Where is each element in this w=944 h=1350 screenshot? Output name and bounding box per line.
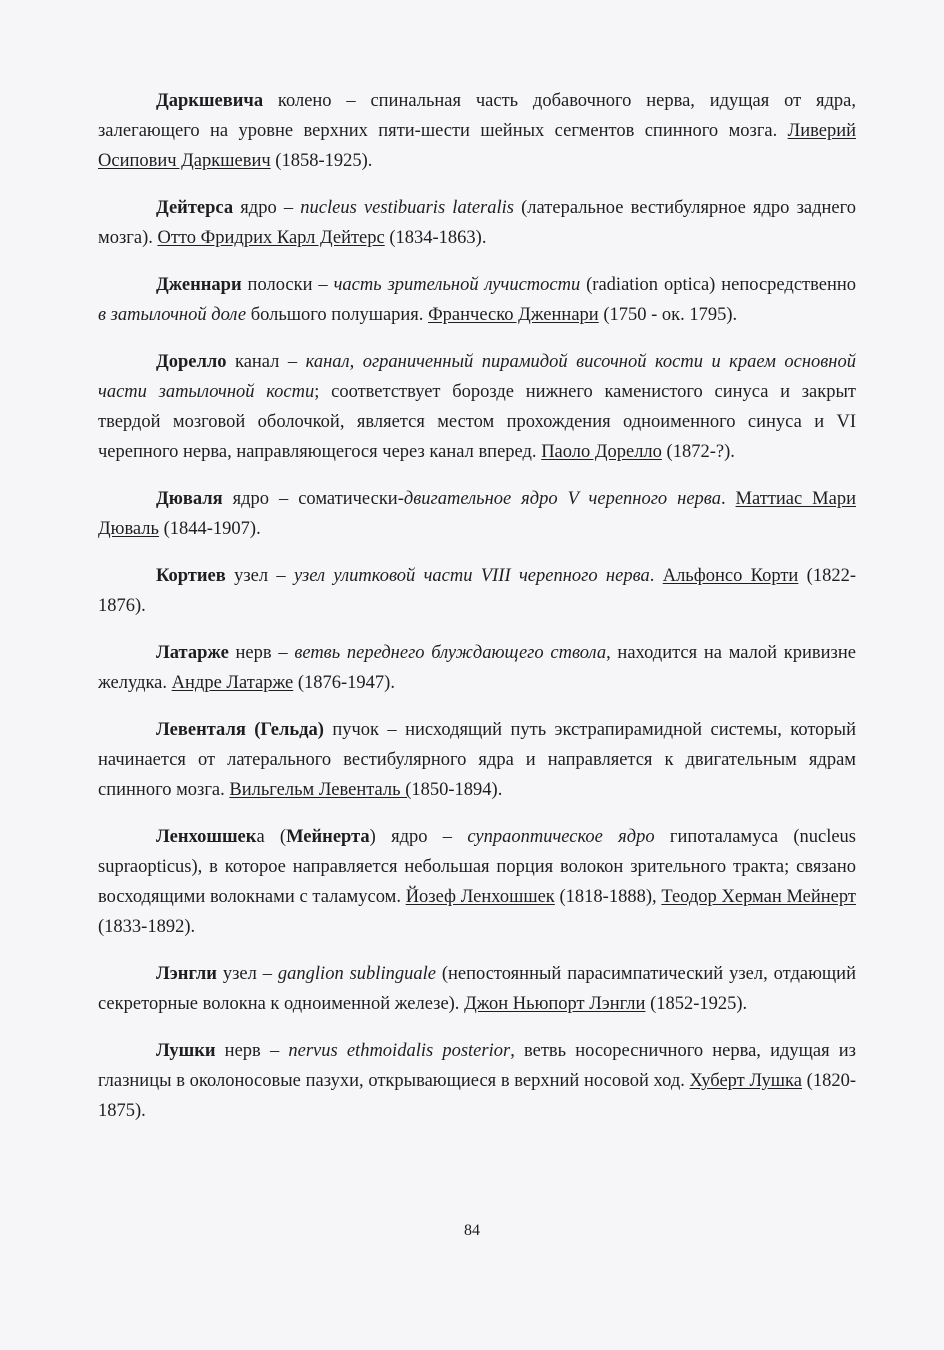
entry-person-name: Альфонсо Корти — [662, 566, 799, 586]
entry-term: Дейтерса — [156, 198, 234, 218]
entry-text: большого полушария. — [246, 305, 429, 325]
entry-person-name: Маттиас Мари Дюваль — [98, 489, 856, 539]
entry-text: (1822-1876). — [98, 566, 857, 616]
entry-latin-or-definition: ветвь переднего блуждающего ствола — [294, 643, 607, 663]
entry-text: (1858-1925). — [270, 151, 373, 171]
entry-person-name: Йозеф Ленхошшек — [405, 887, 555, 907]
entry-person-name: Теодор Херман Мейнерт — [661, 887, 856, 907]
entry-latin-or-definition: ganglion sublinguale — [277, 964, 436, 984]
entry-text: ядро – — [233, 198, 301, 218]
entry-text: 1850-1894). — [411, 780, 503, 800]
entry-text: ядро – соматически- — [222, 489, 404, 509]
entry-term: Кортиев — [156, 566, 226, 586]
entry-latin-or-definition: канал, ограниченный пирамидой височной кости и краем основной части затылочной кости — [98, 352, 856, 402]
entry-text: нерв – — [228, 643, 295, 663]
entry-text: , находится на малой кривизне желудка. — [98, 643, 856, 693]
entry-term: Лушки — [156, 1041, 216, 1061]
entry-term: Левенталя (Гельда) — [156, 720, 324, 740]
entry-text: . — [720, 489, 736, 509]
entry-text: гипоталамуса (nucleus supraopticus), в которое направляется небольшая порция волокон зрительного тракта; связано восходящими волокнами с таламусом. — [98, 827, 856, 907]
entry-text: нерв – — [215, 1041, 289, 1061]
entries-list — [98, 86, 856, 1126]
entry-text: полоски – — [241, 275, 334, 295]
entry-person-name: Франческо Дженнари — [428, 305, 599, 325]
entry-text: (1833-1892). — [98, 917, 196, 937]
entry-corti — [98, 561, 856, 621]
entry-langley — [98, 959, 856, 1019]
entry-term: Лэнгли — [156, 964, 217, 984]
entry-latin-or-definition: nervus ethmoidalis posterior — [288, 1041, 511, 1061]
entry-person-name: Вильгельм Левенталь ( — [229, 780, 412, 800]
entry-text: (1750 - ок. 1795). — [598, 305, 738, 325]
entry-person-name: Андре Латарже — [171, 673, 294, 693]
entry-luschka — [98, 1036, 856, 1126]
entry-latin-or-definition: часть зрительной лучистости — [333, 275, 581, 295]
entry-latin-or-definition: супраоптическое ядро — [467, 827, 655, 847]
entry-term: Дженнари — [156, 275, 242, 295]
entry-text: (radiation optica) непосредственно — [580, 275, 857, 295]
entry-text: пучок – нисходящий путь экстрапирамидной системы, который начинается от латерального вестибулярного ядра и направляется к двигательным ядрам спинного мозга. — [98, 720, 856, 800]
page-number: 84 — [464, 1222, 480, 1239]
entry-latin-or-definition: в затылочной доле — [98, 305, 247, 325]
entry-darkshevich — [98, 86, 856, 176]
entry-text: (1852-1925). — [645, 994, 748, 1014]
entry-text: (латеральное вестибулярное ядро заднего мозга). — [98, 198, 856, 248]
entry-latin-or-definition: nucleus vestibuaris lateralis — [300, 198, 514, 218]
entry-latarjet — [98, 638, 856, 698]
entry-text: канал – — [226, 352, 306, 372]
entry-term: Мейнерта — [286, 827, 370, 847]
entry-text: (1820-1875). — [98, 1071, 856, 1121]
entry-latin-or-definition: узел улитковой части VIII черепного нерва — [294, 566, 650, 586]
entry-duval — [98, 484, 856, 544]
entry-text: (1876-1947). — [293, 673, 395, 693]
entry-person-name: Хуберт Лушка — [689, 1071, 802, 1091]
entry-term: Дорелло — [156, 352, 227, 372]
entry-text: ) ядро – — [369, 827, 468, 847]
entry-text: (непостоянный парасимпатический узел, отдающий секреторные волокна к одноименной железе). — [98, 964, 856, 1014]
entry-dorello — [98, 347, 856, 467]
entry-text: (1818-1888), — [554, 887, 662, 907]
entry-term: Ленхошшек — [156, 827, 257, 847]
entry-gennari — [98, 270, 856, 330]
entry-person-name: Паоло Дорелло — [541, 442, 662, 462]
entry-deiters — [98, 193, 856, 253]
entry-text: узел – — [225, 566, 295, 586]
entry-term: Дюваля — [156, 489, 223, 509]
entry-text: (1834-1863). — [384, 228, 487, 248]
entry-person-name: Джон Ньюпорт Лэнгли — [464, 994, 646, 1014]
entry-term: Даркшевича — [156, 91, 264, 111]
entry-term: Латарже — [156, 643, 229, 663]
entry-text: ; соответствует борозде нижнего каменистого синуса и закрыт твердой мозговой оболочкой, является местом прохождения одноименного синуса и VI черепного нерва, направляющегося через канал вперед. — [98, 382, 856, 462]
entry-person-name: Отто Фридрих Карл Дейтерс — [157, 228, 385, 248]
entry-text: . — [649, 566, 663, 586]
entry-lenhossek — [98, 822, 856, 942]
entry-text: колено – спинальная часть добавочного нерва, идущая от ядра, залегающего на уровне верхних пяти-шести шейных сегментов спинного мозга. — [98, 91, 856, 141]
entry-text: (1872-?). — [661, 442, 735, 462]
entry-latin-or-definition: двигательное ядро V черепного нерва — [403, 489, 721, 509]
entry-text: узел – — [216, 964, 278, 984]
entry-person-name: Ливерий Осипович Даркшевич — [98, 121, 856, 171]
entry-text: , ветвь носоресничного нерва, идущая из глазницы в околоносовые пазухи, открывающиеся в верхний носовой ход. — [98, 1041, 856, 1091]
entry-text: а ( — [256, 827, 287, 847]
entry-loewenthal — [98, 715, 856, 805]
entry-text: (1844-1907). — [158, 519, 261, 539]
